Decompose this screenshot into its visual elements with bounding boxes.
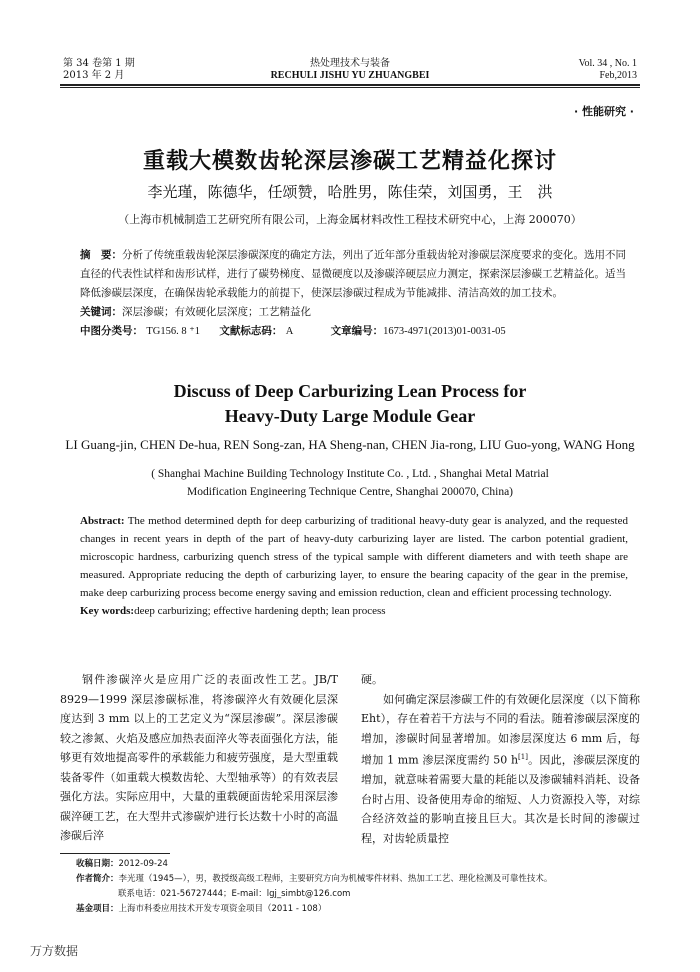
abstract-en-label: Abstract: (80, 515, 125, 527)
keywords-en: Key words:deep carburizing; effective hardening depth; lean process (80, 605, 386, 617)
english-title-line1: Discuss of Deep Carburizing Lean Process for (173, 381, 527, 401)
abstract-cn-label: 摘 要： (80, 249, 122, 261)
header-rule-thin (60, 87, 640, 88)
keywords-cn: 关键词：深层渗碳；有效硬化层深度；工艺精益化 (80, 306, 311, 318)
affiliation-cn: （上海市机械制造工艺研究所有限公司，上海金属材料改性工程技术研究中心，上海 200070） (118, 213, 582, 226)
section-tag: · 性能研究 · (573, 105, 634, 118)
page-title: 重载大模数齿轮深层渗碳工艺精益化探讨 (142, 149, 557, 174)
classification-line: 中图分类号： TG156. 8 ⁺1 文献标志码： A 文章编号：1673-4971(2013)01-0031-05 (80, 325, 506, 337)
abstract-cn (80, 246, 628, 341)
affiliation-en-line2: Modification Engineering Technique Centre, Shanghai 200070, China) (186, 486, 514, 498)
affiliation-en-line1: ( Shanghai Machine Building Technology Institute Co. , Ltd. , Shanghai Metal Matrial (151, 468, 549, 480)
body-column-right: 硬。 如何确定深层渗碳工件的有效硬化层深度（以下简称 Eht），存在着若干方法与不同的看法。随着渗碳层深度的增加，渗碳时间显著增加。如渗层深度达 6 mm 后，每增加 1 mm 渗层深度需约 50 h[1]。因此，渗碳层深度的增加，就意味着需要大量的耗能以及渗碳辅料消耗、设备台时占用、设备使用寿命的缩短、人力资源投入等，对综合经济效益的影响直接且巨大。其次是长时间的渗碳过程，对齿轮质量控 (361, 673, 640, 845)
journal-name: 热处理技术与装备 RECHULI JISHU YU ZHUANGBEI (270, 58, 430, 81)
abstract-en (80, 512, 628, 620)
english-title-line2: Heavy-Duty Large Module Gear (224, 406, 476, 426)
authors-cn: 李光瑾，陈德华，任颂赞，哈胜男，陈佳荣，刘国勇，王 洪 (147, 183, 553, 201)
watermark: 万方数据 (30, 944, 79, 958)
abstract-en-text: The method determined depth for deep carburizing of traditional heavy-duty gear is analyzed, and the requested changes in recent years in depth of the part of heavy-duty carburizing layer are listed. The carbon potential gradient, microscopic hardness, carburizing quench stress of the typical sample with different diameters and with teeth shape are measured. Appropriate reducing the depth of carburizing layer, to ensure the bearing capacity of the gear in the premise, make deep carburizing process become energy saving and emission reduction, clean and efficient processing technology. (80, 515, 628, 599)
journal-issue: 第 34 卷第 1 期 2013 年 2 月 (63, 58, 135, 81)
authors-en: LI Guang-jin, CHEN De-hua, REN Song-zan, HA Sheng-nan, CHEN Jia-rong, LIU Guo-yong, WANG Hong (65, 437, 635, 452)
header-rule (60, 84, 640, 86)
journal-volume: Vol. 34 , No. 1 Feb,2013 (578, 58, 637, 81)
footnote-rule (60, 853, 170, 854)
footnotes: 收稿日期：2012-09-24 作者简介：李光瑾（1945—），男，教授级高级工程师，主要研究方向为机械零件材料、热加工工艺、理化检测及可靠性技术。 联系电话：021-56727444；E-mail：lgj_simbt@126.com 基金项目：上海市科委应用技术开发专项资金项目（2011 - 108） (76, 859, 553, 914)
abstract-cn-text: 分析了传统重载齿轮深层渗碳深度的确定方法，列出了近年部分重载齿轮对渗碳层深度要求的变化。选用不同直径的代表性试样和齿形试样，进行了碳势梯度、显微硬度以及渗碳淬硬层应力测定，探索深层渗碳工艺精益化。适当降低渗碳层深度，在确保齿轮承载能力的前提下，使深层渗碳过程成为节能减排、清洁高效的加工技术。 (80, 249, 626, 299)
reference-marker: [1] (518, 753, 528, 761)
body-column-left: 钢件渗碳淬火是应用广泛的表面改性工艺。JB/T 8929—1999 深层渗碳标准，将渗碳淬火有效硬化层深度达到 3 mm 以上的工艺定义为“深层渗碳”。深层渗碳较之渗氮、火焰及感应加热表面淬火等表面强化方法，能够更有效地提高零件的承载能力和疲劳强度，是大型重载装备零件（如重载大模数齿轮、大型轴承等）的有效表层强化方法。实际应用中，大量的重载硬面齿轮采用深层渗碳淬硬工艺，在大型井式渗碳炉进行长达数十小时的高温渗碳后淬 (60, 673, 338, 842)
